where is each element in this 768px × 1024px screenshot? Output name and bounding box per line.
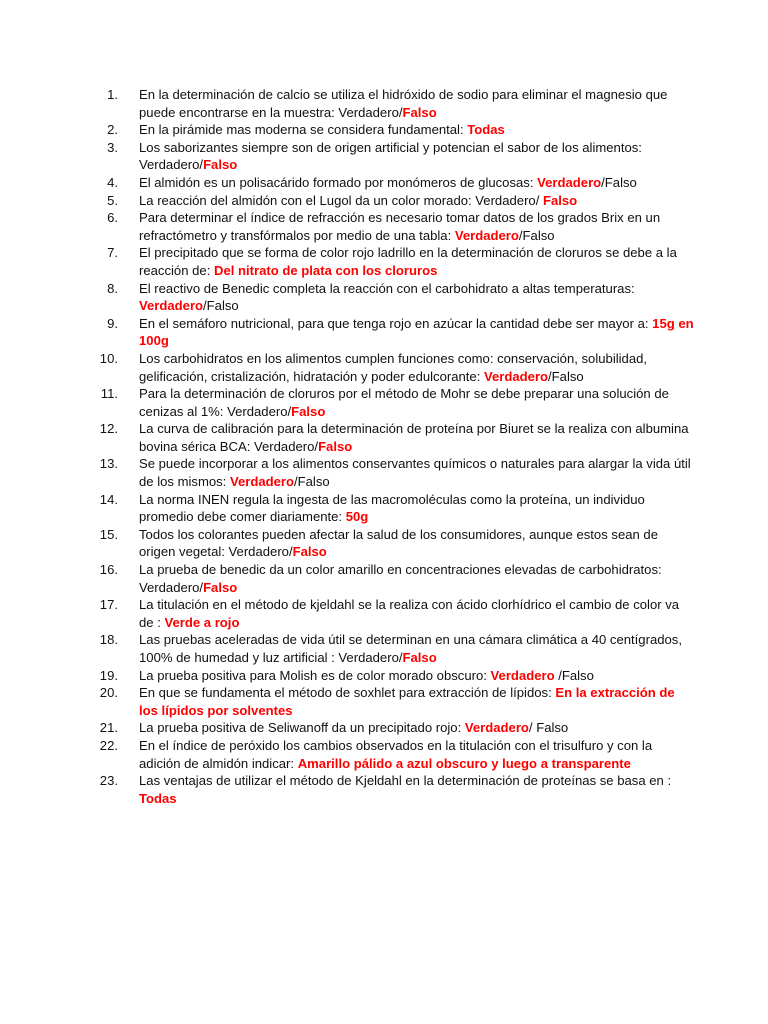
question-item: 9. En el semáforo nutricional, para que tenga rojo en azúcar la cantidad debe ser mayor a: 15g en 100g bbox=[107, 315, 694, 349]
answer-text: Amarillo pálido a azul obscuro y luego a transparente bbox=[297, 755, 631, 771]
question-text: La norma INEN regula la ingesta de las macromoléculas como la proteína, un individuo promedio debe comer diariamente: bbox=[139, 491, 645, 525]
answer-text: Verdadero bbox=[484, 368, 549, 384]
question-item: 17. La titulación en el método de kjeldahl se la realiza con ácido clorhídrico el cambio de color va de : Verde a rojo bbox=[99, 597, 680, 630]
question-item: 15. Todos los colorantes pueden afectar la salud de los consumidores, aunque estos sean de origen vegetal: Verdadero/Falso bbox=[99, 526, 658, 560]
question-item: 20. En que se fundamenta el método de soxhlet para extracción de lípidos: En la extracción de los lípidos por solventes bbox=[99, 685, 675, 718]
question-text: Para determinar el índice de refracción es necesario tomar datos de los grados Brix en un refractómetro y transfórmalos por medio de una tabla: bbox=[139, 210, 661, 243]
question-text: La reacción del almidón con el Lugol da un color morado: Verdadero/ bbox=[139, 192, 543, 208]
question-text: En el semáforo nutricional, para que tenga rojo en azúcar la cantidad debe ser mayor a: bbox=[139, 315, 653, 331]
question-text: /Falso bbox=[203, 298, 239, 314]
question-item: 12. La curva de calibración para la determinación de proteína por Biuret se la realiza con albumina bovina sérica BCA: Verdadero/Falso bbox=[99, 421, 689, 454]
question-text: /Falso bbox=[601, 174, 637, 190]
question-item: 7. El precipitado que se forma de color rojo ladrillo en la determinación de cloruros se debe a la reacción de: Del nitrato de plata con los cloruros bbox=[107, 245, 677, 278]
answer-text: Falso bbox=[203, 579, 238, 595]
question-text: Las pruebas aceleradas de vida útil se determinan en una cámara climática a 40 centígrados, 100% de humedad y luz artificial : Verdadero/ bbox=[139, 632, 682, 665]
question-item: 3. Los saborizantes siempre son de origen artificial y potencian el sabor de los alimentos: Verdadero/Falso bbox=[107, 139, 642, 173]
question-text: /Falso bbox=[548, 368, 584, 384]
question-item: 4. El almidón es un polisacárido formado por monómeros de glucosas: Verdadero/Falso bbox=[107, 174, 637, 190]
question-text: La prueba positiva de Seliwanoff da un precipitado rojo: bbox=[139, 720, 465, 736]
answer-text: Todas bbox=[467, 122, 505, 138]
question-text: Se puede incorporar a los alimentos conservantes químicos o naturales para alargar la vida útil de los mismos: bbox=[139, 456, 691, 490]
question-item: 18. Las pruebas aceleradas de vida útil se determinan en una cámara climática a 40 centígrados, 100% de humedad y luz artificial : Verdadero/Falso bbox=[99, 632, 682, 665]
answer-text: Verdadero bbox=[490, 667, 555, 683]
answer-text: Falso bbox=[291, 403, 326, 419]
question-text: En el índice de peróxido los cambios observados en la titulación con el trisulfuro y con la adición de almidón indicar: bbox=[139, 737, 653, 771]
question-text: / Falso bbox=[528, 720, 569, 736]
answer-text: Falso bbox=[318, 438, 353, 454]
answer-text: Verdadero bbox=[454, 227, 519, 243]
answer-text: Falso bbox=[402, 650, 437, 665]
question-text: La curva de calibración para la determinación de proteína por Biuret se la realiza con albumina bovina sérica BCA: Verdadero/ bbox=[139, 421, 689, 454]
answer-text: Verde a rojo bbox=[164, 614, 240, 630]
question-item: 21. La prueba positiva de Seliwanoff da un precipitado rojo: Verdadero/ Falso bbox=[99, 720, 569, 736]
answer-text: Verdadero bbox=[537, 174, 602, 190]
question-text: /Falso bbox=[554, 667, 594, 683]
question-text: El reactivo de Benedic completa la reacción con el carbohidrato a altas temperaturas: bbox=[139, 280, 635, 296]
answer-text: Falso bbox=[542, 192, 578, 208]
answer-text: Verdadero bbox=[464, 720, 529, 736]
answer-text: Verdadero bbox=[139, 298, 204, 314]
answer-text: En la extracción de los lípidos por solventes bbox=[139, 685, 675, 718]
question-text: Los carbohidratos en los alimentos cumplen funciones como: conservación, solubilidad, gelificación, cristalización, hidratación y poder edulcorante: bbox=[139, 350, 648, 384]
question-text: La prueba positiva para Molish es de color morado obscuro: bbox=[139, 667, 491, 683]
question-item: 23. Las ventajas de utilizar el método de Kjeldahl en la determinación de proteínas se basa en : Todas bbox=[99, 773, 672, 806]
question-text: /Falso bbox=[518, 227, 555, 243]
question-text: En la determinación de calcio se utiliza el hidróxido de sodio para eliminar el magnesio que puede encontrarse en la muestra: Verdadero/ bbox=[139, 87, 668, 120]
question-item: 2. En la pirámide mas moderna se considera fundamental: Todas bbox=[107, 122, 505, 138]
question-item: 6. Para determinar el índice de refracción es necesario tomar datos de los grados Brix en un refractómetro y transfórmalos por medio de una tabla: Verdadero/Falso bbox=[107, 210, 661, 243]
question-text: En que se fundamenta el método de soxhlet para extracción de lípidos: bbox=[139, 685, 556, 701]
answer-text: 15g en 100g bbox=[139, 315, 694, 349]
question-text: El almidón es un polisacárido formado por monómeros de glucosas: bbox=[139, 174, 538, 190]
question-item: 11. Para la determinación de cloruros por el método de Mohr se debe preparar una solución de cenizas al 1%: Verdadero/Falso bbox=[100, 386, 669, 419]
question-text: La prueba de benedic da un color amarillo en concentraciones elevadas de carbohidratos: Verdadero/ bbox=[139, 562, 662, 595]
question-item: 14. La norma INEN regula la ingesta de las macromoléculas como la proteína, un individuo promedio debe comer diariamente: 50g bbox=[99, 491, 645, 525]
question-text: Todos los colorantes pueden afectar la salud de los consumidores, aunque estos sean de origen vegetal: Verdadero/ bbox=[139, 526, 658, 560]
answer-text: Todas bbox=[139, 790, 177, 806]
answer-text: Falso bbox=[203, 157, 238, 173]
answer-text: Del nitrato de plata con los cloruros bbox=[213, 262, 438, 278]
answer-text: Falso bbox=[292, 544, 327, 560]
question-text: El precipitado que se forma de color rojo ladrillo en la determinación de cloruros se debe a la reacción de: bbox=[139, 245, 677, 278]
question-item: 10. Los carbohidratos en los alimentos cumplen funciones como: conservación, solubilidad, gelificación, cristalización, hidratación y poder edulcorante: Verdadero/Falso bbox=[99, 350, 648, 384]
question-item: 13. Se puede incorporar a los alimentos conservantes químicos o naturales para alargar la vida útil de los mismos: Verdadero/Falso bbox=[99, 456, 691, 490]
answer-text: Verdadero bbox=[229, 474, 294, 490]
question-text: Para la determinación de cloruros por el método de Mohr se debe preparar una solución de cenizas al 1%: Verdadero/ bbox=[139, 386, 669, 419]
question-item: 19. La prueba positiva para Molish es de color morado obscuro: Verdadero /Falso bbox=[99, 667, 594, 683]
question-text: /Falso bbox=[294, 474, 330, 490]
question-text: Los saborizantes siempre son de origen artificial y potencian el sabor de los alimentos: Verdadero/ bbox=[139, 139, 642, 173]
question-item: 16. La prueba de benedic da un color amarillo en concentraciones elevadas de carbohidratos: Verdadero/Falso bbox=[99, 562, 662, 595]
question-text: En la pirámide mas moderna se considera fundamental: bbox=[139, 122, 468, 138]
question-item: 5. La reacción del almidón con el Lugol da un color morado: Verdadero/ Falso bbox=[107, 192, 578, 208]
question-item: 1. En la determinación de calcio se utiliza el hidróxido de sodio para eliminar el magnesio que puede encontrarse en la muestra: Verdadero/Falso bbox=[107, 87, 668, 120]
question-text: Las ventajas de utilizar el método de Kjeldahl en la determinación de proteínas se basa en : bbox=[139, 773, 672, 789]
answer-text: 50g bbox=[345, 509, 369, 525]
question-list bbox=[94, 86, 694, 807]
question-item: 22. En el índice de peróxido los cambios observados en la titulación con el trisulfuro y con la adición de almidón indicar: Amarillo pálido a azul obscuro y luego a transparente bbox=[99, 737, 653, 771]
question-item: 8. El reactivo de Benedic completa la reacción con el carbohidrato a altas temperaturas: Verdadero/Falso bbox=[107, 280, 635, 314]
question-text: La titulación en el método de kjeldahl se la realiza con ácido clorhídrico el cambio de color va de : bbox=[139, 597, 680, 630]
answer-text: Falso bbox=[402, 104, 437, 120]
